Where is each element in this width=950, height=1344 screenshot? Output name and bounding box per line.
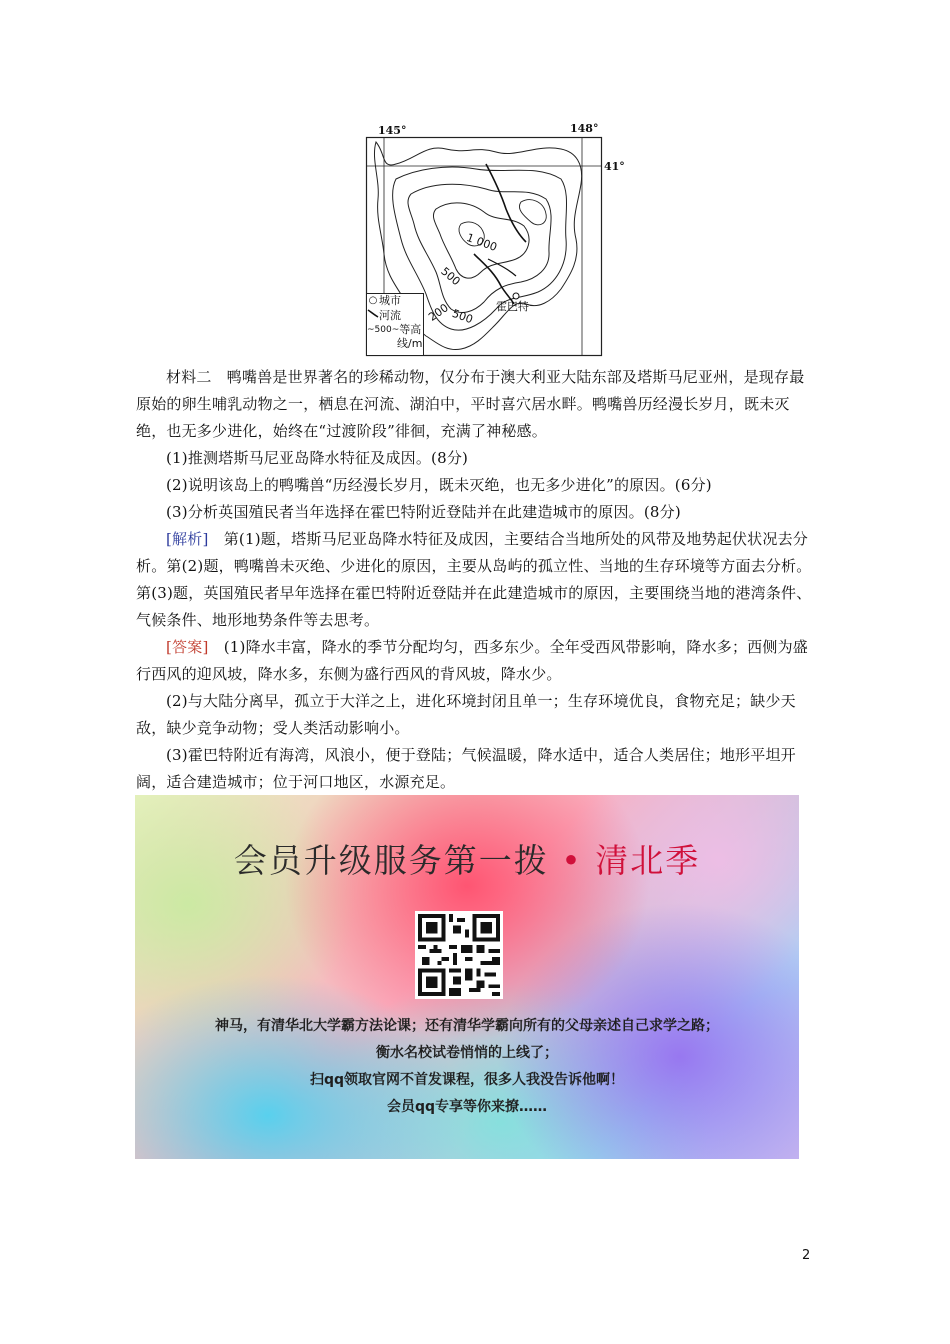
promo-banner[interactable] xyxy=(135,795,799,1159)
answer-paragraph-1 xyxy=(136,634,816,688)
contour-label-200: 200 xyxy=(426,301,451,324)
legend-row-river xyxy=(367,308,423,323)
analysis-tag: [解析] xyxy=(166,530,209,548)
banner-line-3: 扫qq领取官网不首发课程，很多人我没告诉他啊！ xyxy=(309,1072,625,1088)
legend-row-contour xyxy=(367,323,423,337)
city-label-hobart: 霍巴特 xyxy=(496,300,529,313)
legend-label: 城市 xyxy=(379,294,401,307)
legend-label: 线/m xyxy=(397,337,423,350)
contour-label-500: 500 xyxy=(438,264,463,289)
banner-line-2: 衡水名校试卷悄悄的上线了； xyxy=(376,1045,558,1061)
legend-row-city xyxy=(367,294,423,308)
answer-tag: [答案] xyxy=(166,638,209,656)
legend-symbol: ○ xyxy=(368,295,378,306)
longitude-left-label: 145° xyxy=(378,124,407,137)
banner-title-accent: 清北季 xyxy=(595,841,701,880)
answer-paragraph-2: (2)与大陆分离早，孤立于大洋之上，进化环境封闭且单一；生存环境优良，食物充足；缺少天敌，缺少竞争动物；受人类活动影响小。 xyxy=(136,692,796,737)
answer-text-1: (1)降水丰富，降水的季节分配均匀，西多东少。全年受西风带影响，降水多；西侧为盛行西风的迎风坡，降水多，东侧为盛行西风的背风坡，降水少。 xyxy=(136,638,808,683)
legend-symbol: ~500~ xyxy=(367,325,400,335)
material-two-paragraph: 材料二 鸭嘴兽是世界著名的珍稀动物，仅分布于澳大利亚大陆东部及塔斯马尼亚州，是现存最原始的卵生哺乳动物之一，栖息在河流、湖泊中，平时喜穴居水畔。鸭嘴兽历经漫长岁月，既未灭绝，也无多少进化，始终在“过渡阶段”徘徊，充满了神秘感。 xyxy=(136,368,805,440)
map-legend xyxy=(366,293,424,356)
longitude-right-label: 148° xyxy=(570,122,599,135)
answer-paragraph-3: (3)霍巴特附近有海湾，风浪小，便于登陆；气候温暖，降水适中，适合人类居住；地形平坦开阔，适合建造城市；位于河口地区，水源充足。 xyxy=(136,746,796,791)
banner-title xyxy=(135,835,799,882)
banner-title-main: 会员升级服务第一拨 xyxy=(233,841,549,880)
legend-label: 等高 xyxy=(399,323,422,336)
legend-row-contour-unit xyxy=(367,337,423,351)
analysis-paragraph xyxy=(136,526,816,634)
page-number: 2 xyxy=(802,1248,811,1263)
banner-line-1: 神马，有清华北大学霸方法论课；还有清华学霸向所有的父母亲述自己求学之路； xyxy=(215,1018,719,1034)
contour-label-1000: 1 000 xyxy=(464,231,499,254)
contour-label-500-south: 500 xyxy=(450,306,475,327)
qr-code-icon[interactable] xyxy=(415,911,503,999)
analysis-text: 第(1)题，塔斯马尼亚岛降水特征及成因，主要结合当地所处的风带及地势起伏状况去分析。第(2)题，鸭嘴兽未灭绝、少进化的原因，主要从岛屿的孤立性、当地的生存环境等方面去分析。第(3)题，英国殖民者早年选择在霍巴特附近登陆并在此建造城市的原因，主要围绕当地的港湾条件、气候条件、地形地势条件等去思考。 xyxy=(136,530,812,629)
question-2: (2)说明该岛上的鸭嘴兽“历经漫长岁月，既未灭绝，也无多少进化”的原因。(6分) xyxy=(166,476,712,494)
latitude-label: 41° xyxy=(604,160,625,173)
question-1: (1)推测塔斯马尼亚岛降水特征及成因。(8分) xyxy=(166,449,469,467)
question-3: (3)分析英国殖民者当年选择在霍巴特附近登陆并在此建造城市的原因。(8分) xyxy=(166,503,681,521)
river-icon xyxy=(367,308,379,323)
document-body xyxy=(136,364,816,796)
banner-description xyxy=(135,1013,799,1121)
legend-label: 河流 xyxy=(379,308,401,322)
banner-title-dot: • xyxy=(548,841,596,880)
banner-line-4: 会员qq专享等你来撩…… xyxy=(386,1099,548,1115)
